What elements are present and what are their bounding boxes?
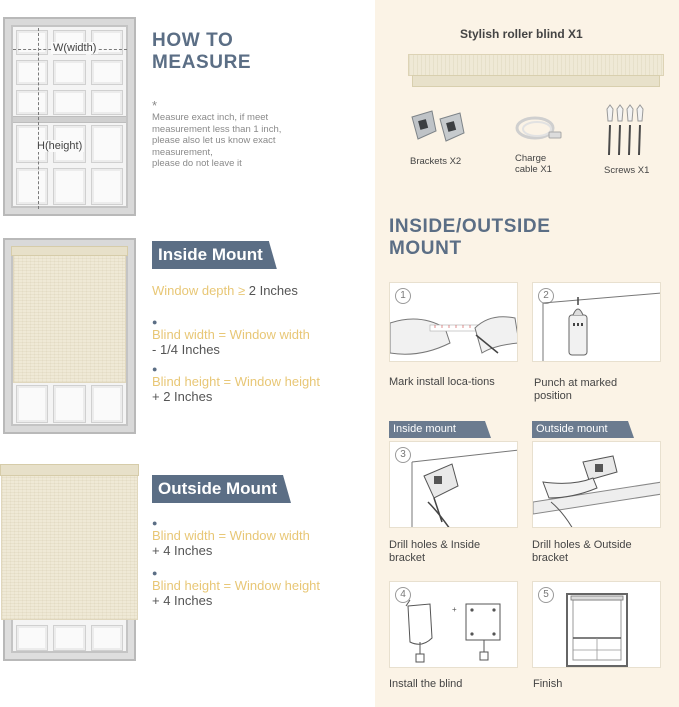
step-4-number: 4 bbox=[395, 587, 411, 603]
step-5-label: Finish bbox=[533, 678, 563, 690]
charge-cable-icon bbox=[511, 110, 567, 146]
inside-mount-illustration bbox=[3, 238, 136, 434]
step-outside-bracket-label: Drill holes & Outside bracket bbox=[532, 539, 632, 564]
step-outside-bracket-card bbox=[532, 441, 661, 528]
step-1-number: 1 bbox=[395, 288, 411, 304]
install-title: INSIDE/OUTSIDE MOUNT bbox=[389, 216, 551, 259]
charge-cable-label: Charge cable X1 bbox=[515, 153, 552, 175]
install-blind-icon bbox=[390, 582, 518, 668]
inside-mount-tag: Inside Mount bbox=[152, 241, 269, 269]
outside-blind bbox=[1, 468, 138, 620]
inside-spec-depth: Window depth ≥ 2 Inches bbox=[152, 283, 298, 298]
inside-spec-width: ● Blind width = Window width - 1/4 Inches bbox=[152, 317, 310, 357]
step-2-label: Punch at marked position bbox=[534, 377, 618, 402]
drill-punch-icon bbox=[533, 283, 661, 362]
step-5-number: 5 bbox=[538, 587, 554, 603]
window-measure-illustration bbox=[3, 17, 136, 216]
height-dimension-line bbox=[38, 28, 39, 209]
brackets-label: Brackets X2 bbox=[410, 156, 462, 167]
step-5-card bbox=[532, 581, 661, 668]
note-asterisk: * bbox=[152, 98, 158, 113]
measuring-tape-icon bbox=[390, 283, 518, 362]
svg-text:+: + bbox=[452, 605, 457, 614]
step-2-card bbox=[532, 282, 661, 362]
outside-bracket-icon bbox=[533, 442, 661, 528]
step-1-card bbox=[389, 282, 518, 362]
outside-spec-height: ● Blind height = Window height + 4 Inches bbox=[152, 568, 321, 608]
finished-blind-icon bbox=[533, 582, 661, 668]
step-2-number: 2 bbox=[538, 288, 554, 304]
brackets-icon bbox=[408, 109, 472, 149]
how-to-measure-title: HOW TO MEASURE bbox=[152, 30, 252, 73]
roller-blind-headrail bbox=[408, 54, 664, 76]
step-3-label: Drill holes & Inside bracket bbox=[389, 539, 481, 564]
step-4-card bbox=[389, 581, 518, 668]
inside-spec-height: ● Blind height = Window height + 2 Inches bbox=[152, 364, 321, 404]
step-1-label: Mark install loca-tions bbox=[389, 376, 495, 388]
kit-title: Stylish roller blind X1 bbox=[460, 27, 583, 41]
step-4-label: Install the blind bbox=[389, 678, 463, 690]
height-label: H(height) bbox=[37, 140, 83, 152]
outside-mount-step-tag: Outside mount bbox=[532, 421, 628, 438]
step-3-number: 3 bbox=[395, 447, 411, 463]
inside-blind bbox=[13, 248, 126, 383]
screws-label: Screws X1 bbox=[604, 165, 650, 176]
screws-icon bbox=[604, 103, 644, 159]
outside-spec-width: ● Blind width = Window width + 4 Inches bbox=[152, 518, 310, 558]
width-label: W(width) bbox=[53, 42, 97, 54]
measure-note: * Measure exact inch, if meet measurement less than 1 inch, please also let us know exact measurement, please do not leave it bbox=[152, 99, 352, 170]
inside-bracket-icon bbox=[390, 442, 518, 528]
outside-mount-tag: Outside Mount bbox=[152, 475, 283, 503]
step-3-card bbox=[389, 441, 518, 528]
inside-mount-step-tag: Inside mount bbox=[389, 421, 485, 438]
